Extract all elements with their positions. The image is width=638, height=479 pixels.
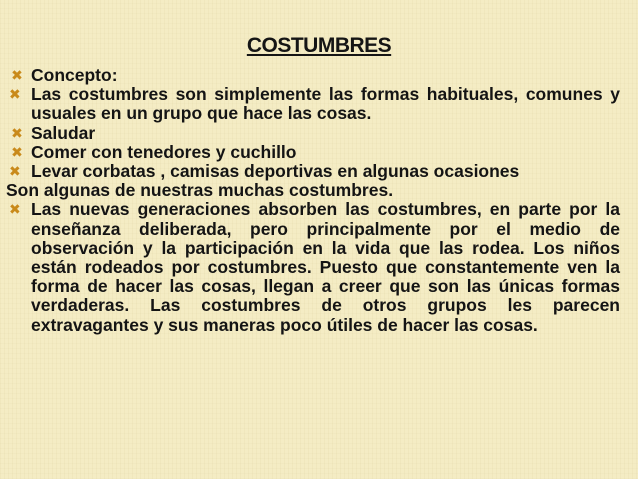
x-mark-bullet-icon: ✖ xyxy=(11,143,23,160)
bullet-text: Levar corbatas , camisas deportivas en algunas ocasiones xyxy=(31,161,520,182)
bullet-text: Concepto: xyxy=(31,65,118,85)
x-mark-bullet-icon: ✖ xyxy=(11,124,23,141)
bullet-text: Saludar xyxy=(31,122,96,143)
bullet-item-corbatas xyxy=(6,162,620,181)
bullet-text: Las nuevas generaciones absorben las costumbres, en parte por la enseñanza deliberada, pero principalmente por el medio de observación y la participación en la vida que las rodea. Los niños están rodeados por costumbres. Puesto que constantemente ven la forma de hacer las cosas, llegan a creer que son las únicas formas verdaderas. Las costumbres de otros grupos les parecen extravagantes y sus maneras poco útiles de hacer las cosas. xyxy=(31,199,620,335)
slide-body xyxy=(6,66,620,335)
bullet-item-definition xyxy=(6,85,620,123)
bullet-item-comer xyxy=(6,143,620,162)
x-mark-bullet-icon: ✖ xyxy=(9,163,21,180)
x-mark-bullet-icon: ✖ xyxy=(9,86,21,103)
bullet-item-generaciones xyxy=(6,200,620,334)
x-mark-bullet-icon: ✖ xyxy=(11,67,23,83)
bullet-text: Las costumbres son simplemente las formas habituales, comunes y usuales en un grupo que hace las cosas. xyxy=(31,84,620,124)
bullet-item-saludar xyxy=(6,124,620,143)
statement-text: Son algunas de nuestras muchas costumbres. xyxy=(6,180,394,201)
slide-title: COSTUMBRES xyxy=(246,34,392,57)
bullet-item-concepto xyxy=(6,66,620,85)
bullet-text: Comer con tenedores y cuchillo xyxy=(31,141,297,162)
x-mark-bullet-icon: ✖ xyxy=(9,201,21,218)
